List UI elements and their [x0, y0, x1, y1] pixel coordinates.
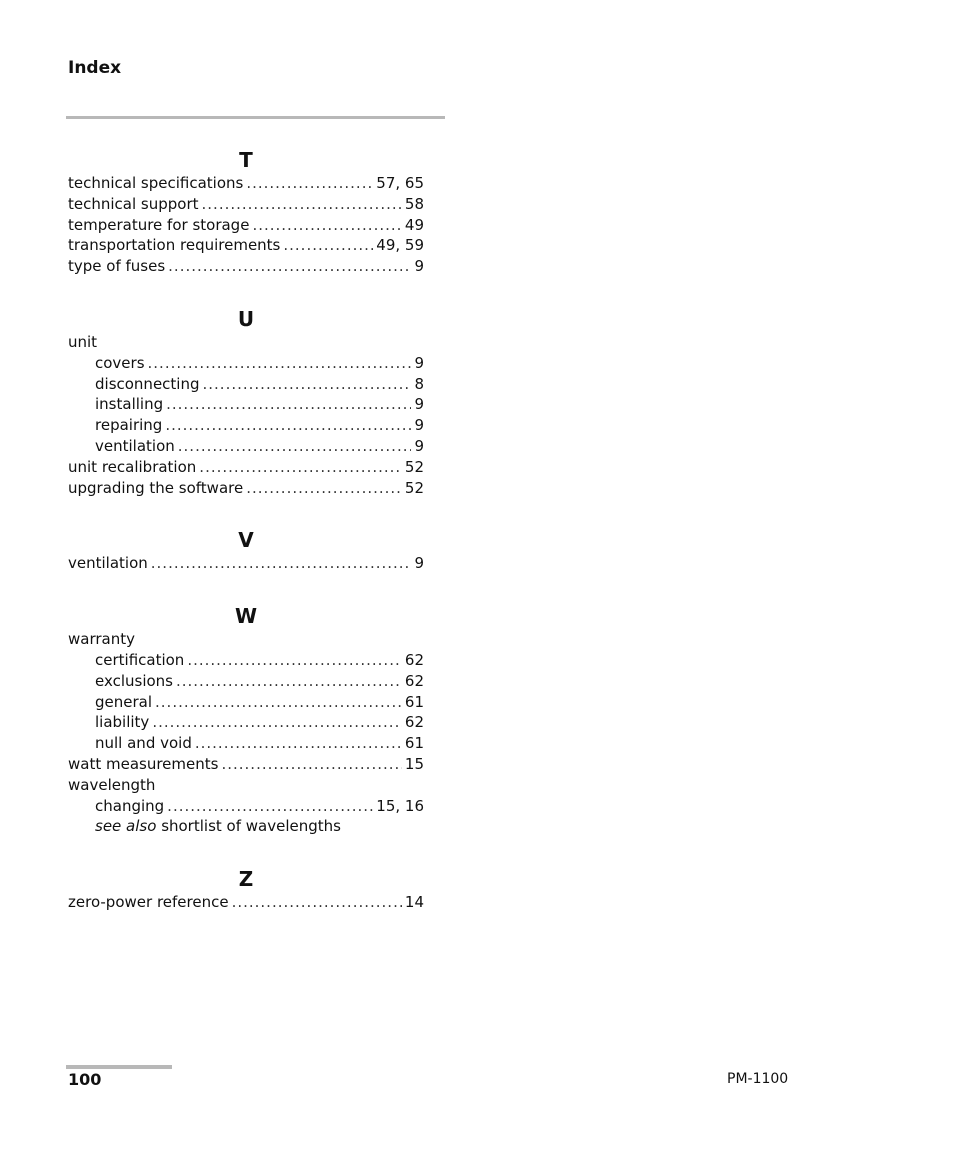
dot-leader	[166, 394, 411, 415]
dot-leader	[246, 173, 373, 194]
index-entry	[68, 553, 424, 574]
index-section-v	[68, 528, 424, 574]
entry-pages: 9	[414, 416, 424, 435]
entry-term: warranty	[68, 630, 135, 649]
entry-term: upgrading the software	[68, 478, 244, 497]
index-entry	[68, 478, 424, 499]
index-subentry	[68, 692, 424, 713]
index-entry	[68, 754, 424, 775]
dot-leader	[152, 712, 402, 733]
entry-term: technical specifications	[68, 174, 244, 192]
index-entry	[68, 457, 424, 478]
index-subentry	[68, 796, 424, 817]
index-subentry	[68, 415, 424, 436]
dot-leader	[202, 194, 402, 215]
entry-pages: 62	[404, 650, 424, 669]
entry-term: unit recalibration	[68, 457, 197, 476]
index-entry	[68, 173, 424, 194]
entry-pages: 52	[404, 478, 424, 497]
index-section-u	[68, 307, 424, 498]
entry-term: certification	[95, 650, 185, 669]
entry-pages: 52	[404, 457, 424, 476]
entry-pages: 9	[414, 436, 424, 455]
dot-leader	[178, 436, 412, 457]
dot-leader	[155, 692, 402, 713]
dot-leader	[167, 796, 373, 817]
entry-pages: 9	[414, 353, 424, 372]
entry-term: exclusions	[95, 671, 173, 690]
index-section-w	[68, 604, 424, 837]
entry-term: type of fuses	[68, 257, 166, 276]
section-letter: U	[237, 306, 255, 331]
entry-pages: 62	[404, 671, 424, 690]
entry-pages: 62	[404, 713, 424, 732]
index-subentry	[68, 374, 424, 395]
dot-leader	[221, 754, 401, 775]
entry-pages: 57, 65	[376, 174, 424, 192]
dot-leader	[246, 478, 402, 499]
entry-pages: 58	[404, 194, 424, 213]
index-entry	[68, 215, 424, 236]
index-subentry	[68, 353, 424, 374]
entry-term: technical support	[68, 194, 199, 213]
dot-leader	[187, 650, 402, 671]
entry-term: disconnecting	[95, 374, 200, 393]
entry-pages: 9	[414, 257, 424, 276]
index-subentry	[68, 650, 424, 671]
index-subentry	[68, 733, 424, 754]
index-section-z	[68, 867, 424, 913]
entry-term: unit	[68, 332, 98, 351]
entry-term: temperature for storage	[68, 215, 250, 234]
index-entry	[68, 892, 424, 913]
entry-pages: 49, 59	[376, 236, 424, 255]
index-subentry	[68, 436, 424, 457]
dot-leader	[165, 415, 411, 436]
entry-pages: 61	[404, 692, 424, 711]
entry-term: covers	[95, 353, 145, 372]
index-entry	[68, 775, 424, 796]
section-letter: W	[234, 604, 258, 629]
entry-term: changing	[95, 796, 165, 815]
dot-leader	[168, 256, 411, 277]
index-subentry	[68, 816, 424, 837]
index-entry	[68, 332, 424, 353]
index-column	[68, 148, 424, 943]
entry-term: null and void	[95, 734, 192, 753]
see-also-label: see also	[95, 817, 157, 836]
entry-term: ventilation	[95, 436, 175, 455]
dot-leader	[199, 457, 402, 478]
page-header-title: Index	[68, 58, 122, 78]
index-entry	[68, 194, 424, 215]
index-section-t	[68, 148, 424, 277]
index-subentry	[68, 712, 424, 733]
dot-leader	[195, 733, 402, 754]
dot-leader	[176, 671, 402, 692]
dot-leader	[283, 235, 373, 256]
dot-leader	[232, 892, 402, 913]
entry-term: installing	[95, 395, 164, 414]
header-divider	[66, 116, 445, 119]
entry-pages: 61	[404, 734, 424, 753]
entry-pages: 8	[414, 374, 424, 393]
dot-leader	[203, 374, 412, 395]
index-subentry	[68, 394, 424, 415]
footer-divider	[66, 1065, 172, 1069]
product-name: PM-1100	[727, 1071, 789, 1087]
entry-term: ventilation	[68, 554, 148, 573]
dot-leader	[151, 553, 412, 574]
section-letter: V	[238, 528, 254, 553]
dot-leader	[252, 215, 401, 236]
page-number: 100	[68, 1070, 102, 1089]
see-also-target: shortlist of wavelengths	[161, 817, 341, 836]
entry-term: zero-power reference	[68, 893, 229, 912]
index-subentry	[68, 671, 424, 692]
entry-pages: 15, 16	[376, 796, 424, 815]
entry-term: liability	[95, 713, 150, 732]
index-entry	[68, 629, 424, 650]
index-entry	[68, 256, 424, 277]
entry-pages: 15	[404, 754, 424, 773]
entry-pages: 14	[404, 893, 424, 912]
entry-term: wavelength	[68, 775, 156, 794]
entry-pages: 9	[414, 554, 424, 573]
entry-term: transportation requirements	[68, 236, 281, 255]
entry-term: watt measurements	[68, 754, 219, 773]
entry-pages: 9	[414, 395, 424, 414]
entry-term: general	[95, 692, 153, 711]
entry-term: repairing	[95, 416, 163, 435]
entry-pages: 49	[404, 215, 424, 234]
section-letter: T	[239, 148, 253, 172]
section-letter: Z	[238, 867, 254, 892]
entry-term	[95, 816, 424, 837]
index-entry	[68, 235, 424, 256]
dot-leader	[148, 353, 412, 374]
